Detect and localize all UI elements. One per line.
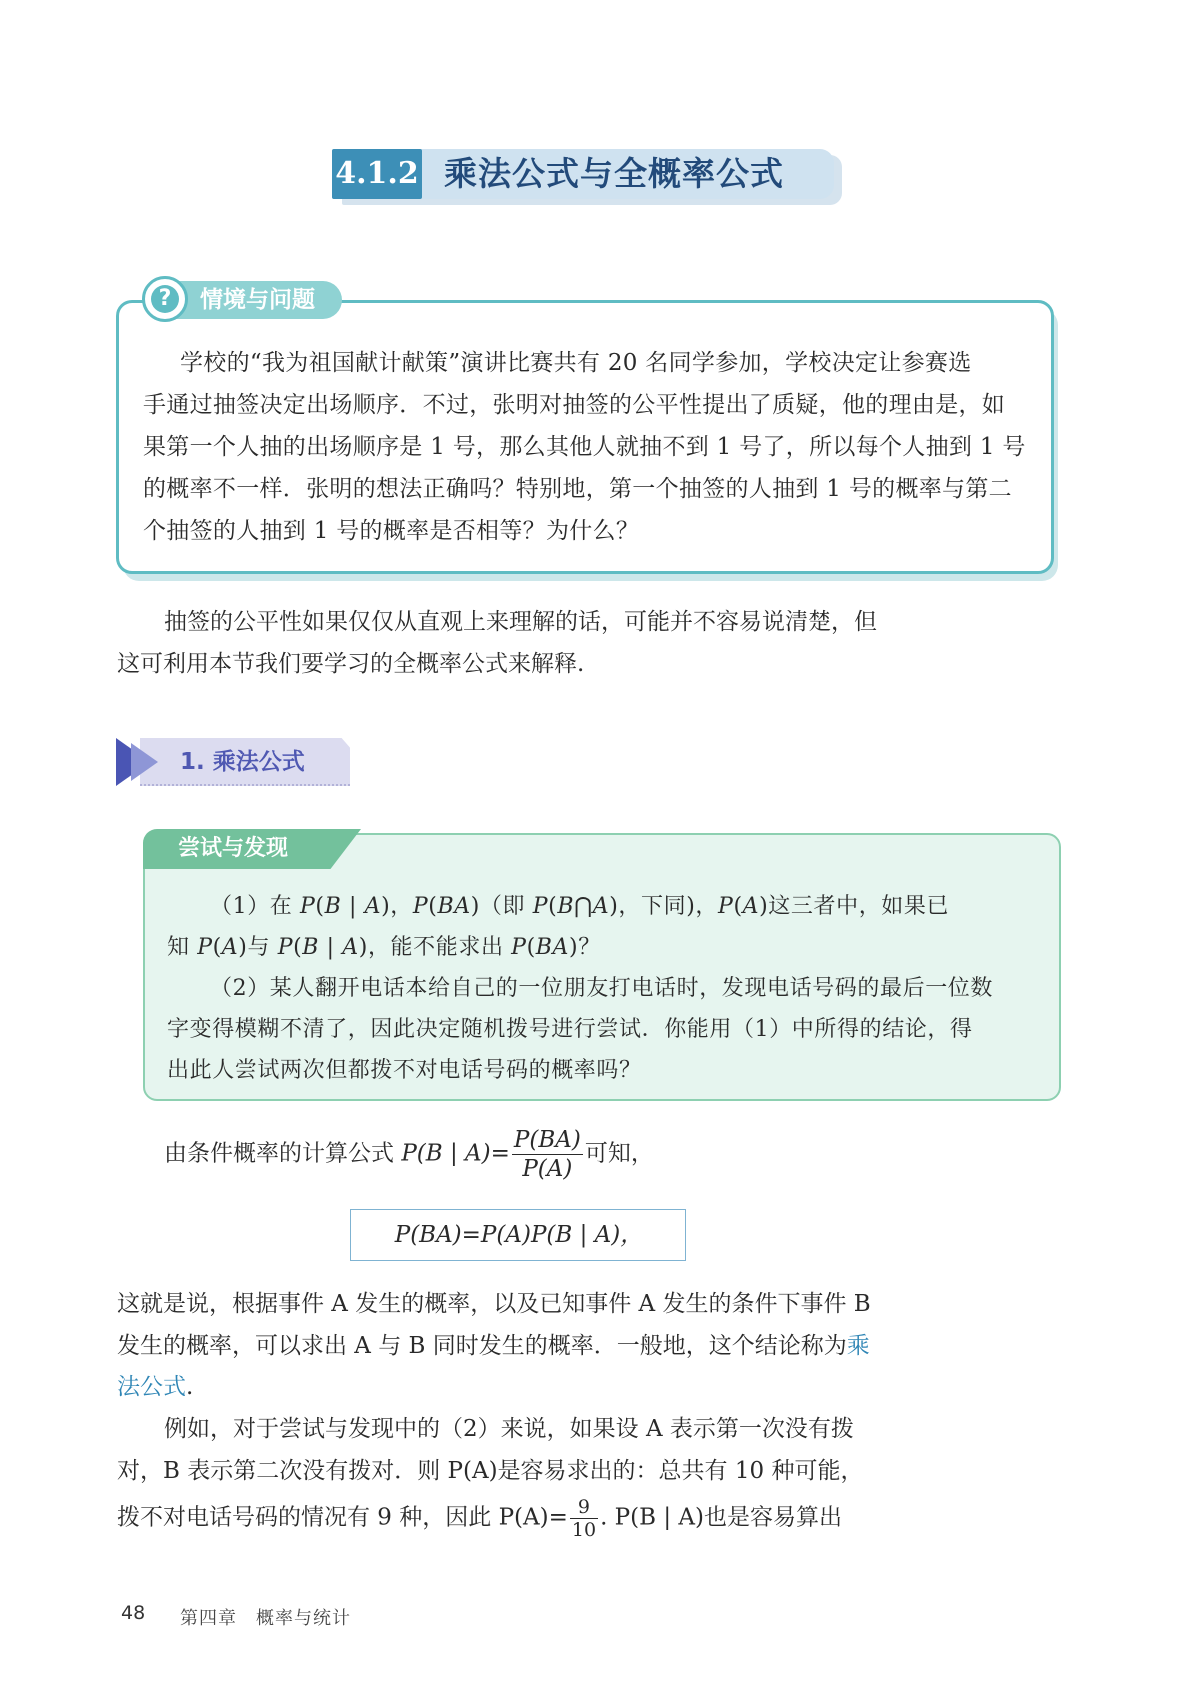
fraction: $\frac{P(BA)}{P(A)}$ [513, 1127, 581, 1182]
try-line-1: （1）在 P(B | A)，P(BA)（即 P(B⋂A)，下同)，P(A)这三者中，如果已 [210, 894, 950, 919]
fraction-nine-tenths: $\frac{9}{10}$ [571, 1496, 597, 1541]
para1-line-3: 法公式. [117, 1374, 194, 1400]
try-line-2: 知 P(A)与 P(B | A)，能不能求出 P(BA)？ [167, 935, 601, 960]
scenario-line-5: 个抽签的人抽到 1 号的概率是否相等？为什么？ [143, 518, 640, 544]
arrow-inner-icon [131, 743, 158, 781]
term-highlight-cont: 法公式 [117, 1374, 186, 1400]
multiplication-formula-box [350, 1209, 686, 1261]
para1-line-1: 这就是说，根据事件 A 发生的概率，以及已知事件 A 发生的条件下事件 B [117, 1291, 871, 1317]
intro-line-1: 抽签的公平性如果仅仅从直观上来理解的话，可能并不容易说清楚，但 [164, 609, 877, 635]
try-line-5: 出此人尝试两次但都拨不对电话号码的概率吗？ [167, 1058, 642, 1083]
try-line-3: （2）某人翻开电话本给自己的一位朋友打电话时，发现电话号码的最后一位数 [210, 976, 993, 1001]
subsection-label: 1. 乘法公式 [180, 749, 305, 775]
chapter-title: 第四章 概率与统计 [180, 1608, 351, 1629]
para2-line-2: 对，B 表示第二次没有拨对．则 P(A)是容易求出的：总共有 10 种可能， [117, 1458, 864, 1484]
scenario-line-4: 的概率不一样．张明的想法正确吗？特别地，第一个抽签的人抽到 1 号的概率与第二 [143, 476, 1012, 502]
para2-line-1: 例如，对于尝试与发现中的（2）来说，如果设 A 表示第一次没有拨 [164, 1416, 854, 1442]
para2-line-3: 拨不对电话号码的情况有 9 种，因此 P(A)= $\frac{9}{10}$ . P(B | A)也是容易算出 [117, 1496, 842, 1541]
term-highlight: 乘 [846, 1333, 870, 1359]
section-number: 4.1.2 [332, 149, 422, 199]
scenario-line-3: 果第一个人抽的出场顺序是 1 号，那么其他人就抽不到 1 号了，所以每个人抽到 1 号 [143, 434, 1026, 460]
try-line-4: 字变得模糊不清了，因此决定随机拨号进行尝试．你能用（1）中所得的结论，得 [167, 1017, 973, 1042]
scenario-line-1: 学校的“我为祖国献计献策”演讲比赛共有 20 名同学参加，学校决定让参赛选 [180, 350, 972, 376]
scenario-line-2: 手通过抽签决定出场顺序．不过，张明对抽签的公平性提出了质疑，他的理由是，如 [143, 392, 1006, 418]
para1-line-2: 发生的概率，可以求出 A 与 B 同时发生的概率．一般地，这个结论称为乘 [117, 1333, 870, 1359]
try-discover-label: 尝试与发现 [178, 836, 289, 861]
scenario-label: 情境与问题 [200, 287, 315, 313]
section-heading: 乘法公式与全概率公式 [444, 154, 784, 193]
intro-line-2: 这可利用本节我们要学习的全概率公式来解释. [117, 651, 585, 677]
section-title [332, 149, 842, 203]
question-book-icon: ? [142, 276, 188, 322]
page-number: 48 [121, 1602, 146, 1624]
conditional-formula-line: 由条件概率的计算公式 P(B | A)= $\frac{P(BA)}{P(A)}$ 可知， [164, 1127, 654, 1182]
multiplication-formula: P(BA)=P(A)P(B | A)， [394, 1222, 644, 1248]
